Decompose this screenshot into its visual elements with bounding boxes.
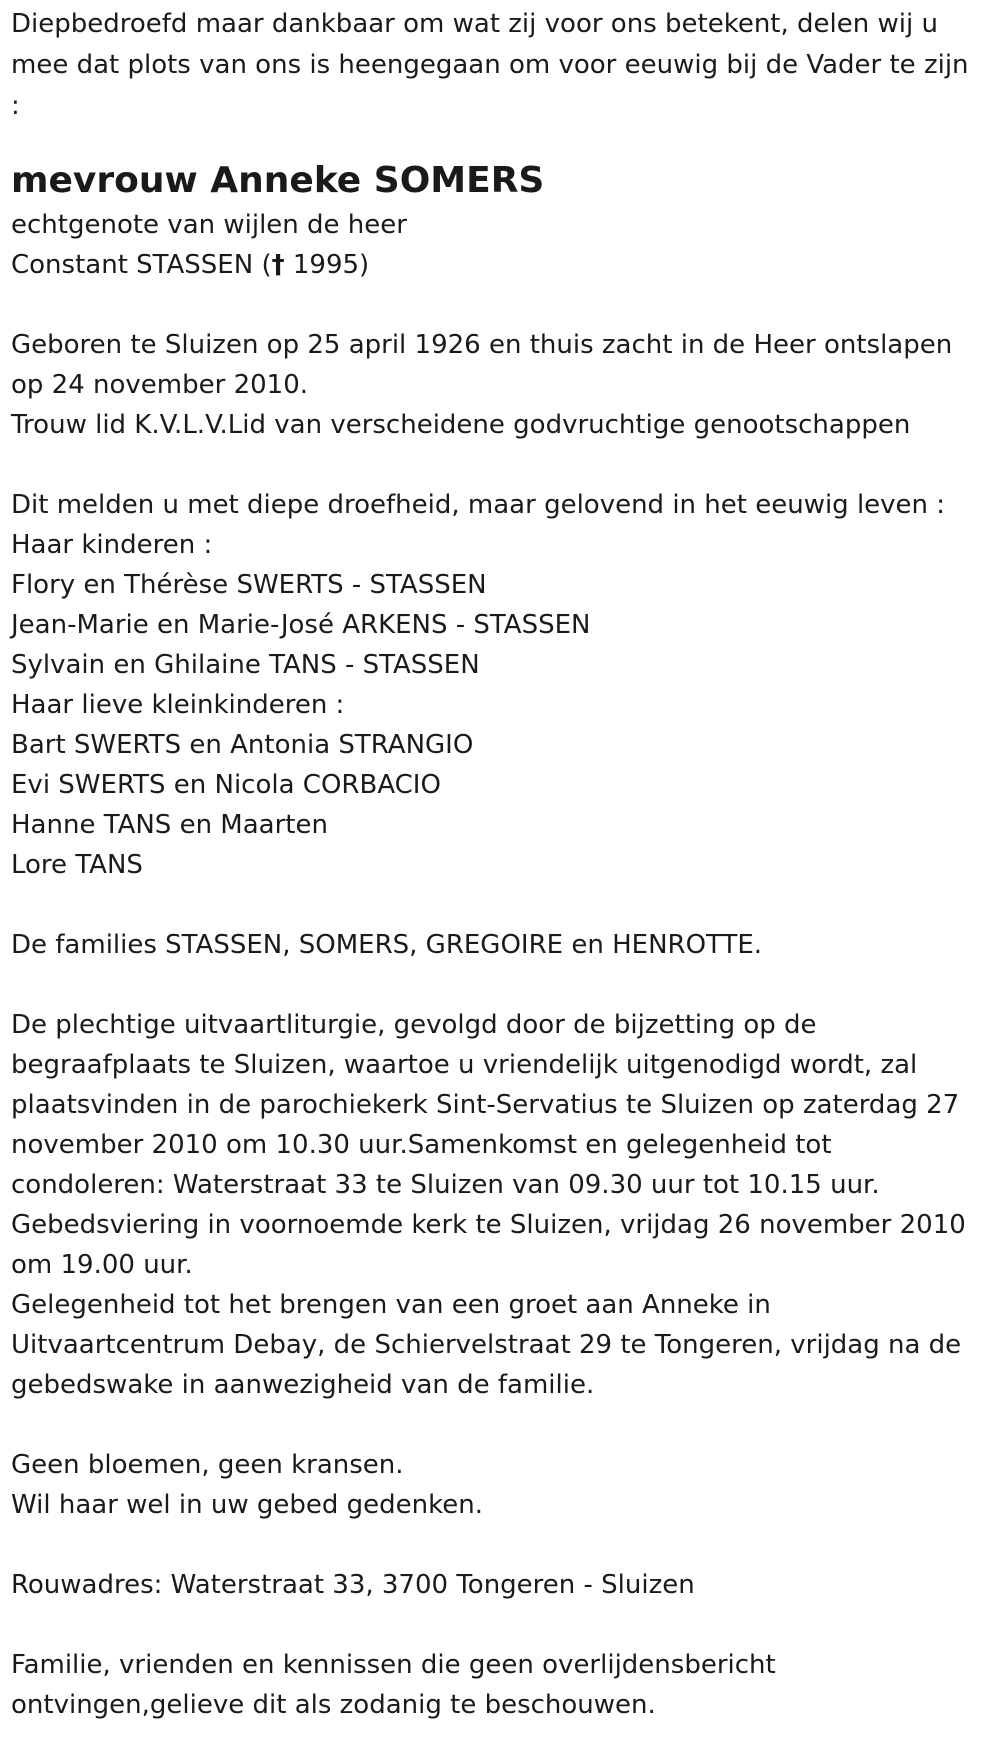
intro-line: Diepbedroefd maar dankbaar om wat zij voor ons betekent, delen wij u bbox=[11, 9, 938, 39]
spouse-name: Constant STASSEN ( bbox=[11, 250, 272, 280]
text-line: Wil haar wel in uw gebed gedenken. bbox=[11, 1490, 483, 1520]
text-line: Trouw lid K.V.L.V.Lid van verscheidene godvruchtige genootschappen bbox=[11, 410, 911, 440]
ceremony-paragraph bbox=[11, 1005, 991, 1405]
paragraph-spacer bbox=[11, 1405, 991, 1445]
spouse-block bbox=[11, 205, 991, 285]
paragraph-spacer bbox=[11, 885, 991, 925]
paragraph-spacer bbox=[11, 1605, 991, 1645]
closing-paragraph bbox=[11, 1645, 991, 1725]
flowers-paragraph bbox=[11, 1445, 991, 1525]
text-line: november 2010 om 10.30 uur.Samenkomst en gelegenheid tot bbox=[11, 1130, 832, 1160]
family-member: Flory en Thérèse SWERTS - STASSEN bbox=[11, 570, 487, 600]
paragraph-spacer bbox=[11, 285, 991, 325]
deceased-name-heading: mevrouw Anneke SOMERS bbox=[11, 160, 545, 201]
family-member: Hanne TANS en Maarten bbox=[11, 810, 328, 840]
family-member: Sylvain en Ghilaine TANS - STASSEN bbox=[11, 650, 480, 680]
spouse-name-line bbox=[11, 245, 991, 285]
text-line: Gebedsviering in voornoemde kerk te Sluizen, vrijdag 26 november 2010 bbox=[11, 1210, 966, 1240]
text-line: Uitvaartcentrum Debay, de Schiervelstraat 29 te Tongeren, vrijdag na de bbox=[11, 1330, 962, 1360]
paragraph-spacer bbox=[11, 445, 991, 485]
text-line: Familie, vrienden en kennissen die geen overlijdensbericht bbox=[11, 1650, 776, 1680]
family-list bbox=[11, 485, 991, 885]
family-intro-line: Dit melden u met diepe droefheid, maar gelovend in het eeuwig leven : bbox=[11, 490, 946, 520]
intro-line: : bbox=[11, 91, 20, 121]
family-member: Jean-Marie en Marie-José ARKENS - STASSEN bbox=[11, 610, 591, 640]
text-line: plaatsvinden in de parochiekerk Sint-Servatius te Sluizen op zaterdag 27 bbox=[11, 1090, 960, 1120]
text-line: ontvingen,gelieve dit als zodanig te beschouwen. bbox=[11, 1690, 656, 1720]
text-line: De plechtige uitvaartliturgie, gevolgd door de bijzetting op de bbox=[11, 1010, 817, 1040]
text-line: begraafplaats te Sluizen, waartoe u vriendelijk uitgenodigd wordt, zal bbox=[11, 1050, 918, 1080]
paragraph-spacer bbox=[11, 1525, 991, 1565]
family-member: Lore TANS bbox=[11, 850, 143, 880]
text-line: op 24 november 2010. bbox=[11, 370, 309, 400]
text-line: Geen bloemen, geen kransen. bbox=[11, 1450, 404, 1480]
intro-line: mee dat plots van ons is heengegaan om voor eeuwig bij de Vader te zijn bbox=[11, 50, 969, 80]
family-member: Evi SWERTS en Nicola CORBACIO bbox=[11, 770, 441, 800]
spouse-line: echtgenote van wijlen de heer bbox=[11, 210, 407, 240]
families-line: De families STASSEN, SOMERS, GREGOIRE en HENROTTE. bbox=[11, 930, 763, 960]
birth-death-paragraph bbox=[11, 325, 991, 445]
grandchildren-heading: Haar lieve kleinkinderen : bbox=[11, 690, 345, 720]
spouse-death-year: 1995) bbox=[284, 250, 370, 280]
text-line: Geboren te Sluizen op 25 april 1926 en thuis zacht in de Heer ontslapen bbox=[11, 330, 953, 360]
intro-paragraph bbox=[11, 4, 991, 127]
text-line: Gelegenheid tot het brengen van een groet aan Anneke in bbox=[11, 1290, 771, 1320]
text-line: gebedswake in aanwezigheid van de familie. bbox=[11, 1370, 595, 1400]
text-line: condoleren: Waterstraat 33 te Sluizen van 09.30 uur tot 10.15 uur. bbox=[11, 1170, 880, 1200]
obituary-notice bbox=[11, 4, 991, 1725]
paragraph-spacer bbox=[11, 965, 991, 1005]
mourning-address: Rouwadres: Waterstraat 33, 3700 Tongeren - Sluizen bbox=[11, 1570, 695, 1600]
text-line: om 19.00 uur. bbox=[11, 1250, 193, 1280]
cross-icon: † bbox=[271, 250, 285, 280]
children-heading: Haar kinderen : bbox=[11, 530, 213, 560]
family-member: Bart SWERTS en Antonia STRANGIO bbox=[11, 730, 474, 760]
